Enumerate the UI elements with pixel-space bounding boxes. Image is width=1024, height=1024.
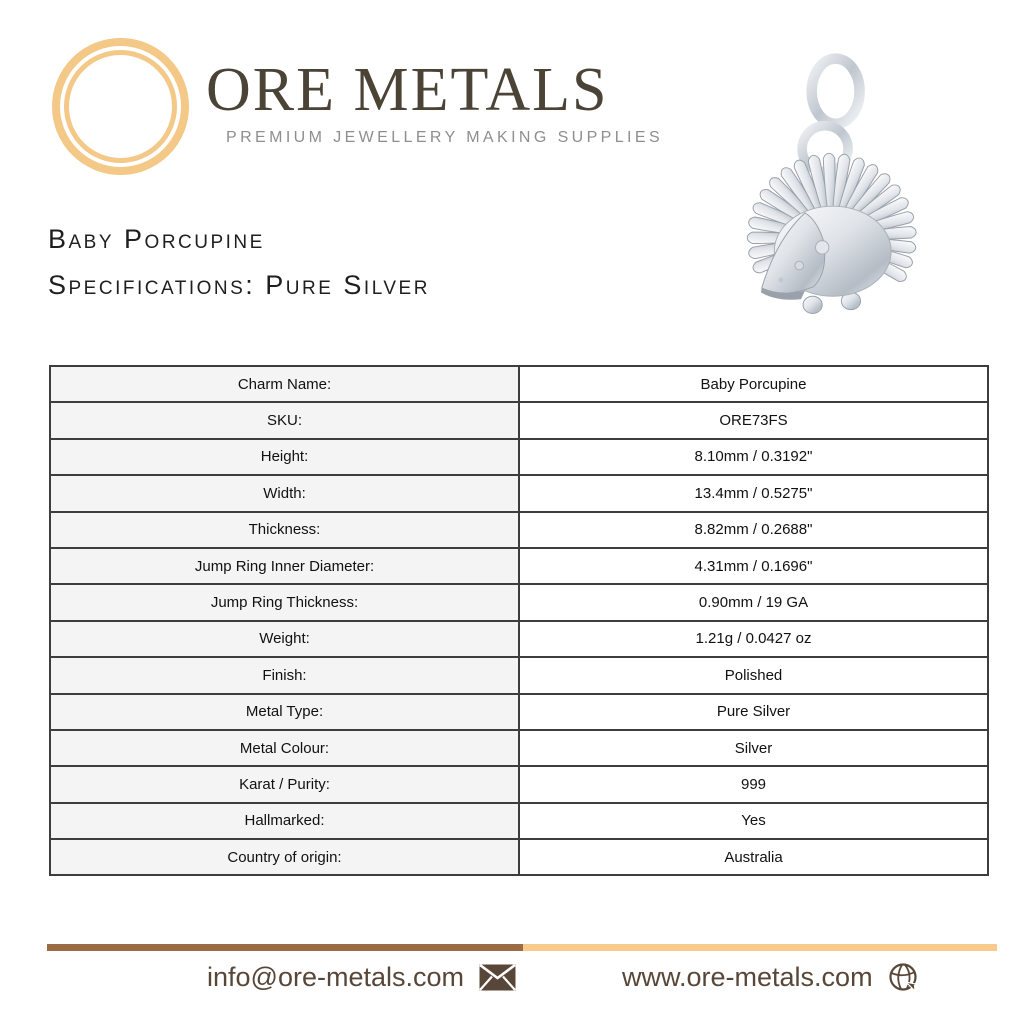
spec-row [50, 657, 988, 693]
product-image [736, 50, 918, 330]
spec-label: Width: [50, 475, 519, 511]
spec-row [50, 439, 988, 475]
spec-row [50, 766, 988, 802]
spec-row [50, 694, 988, 730]
email-text: info@ore-metals.com [207, 962, 464, 992]
brand-name: ORE METALS [206, 56, 609, 124]
porcupine-charm-icon [736, 50, 918, 325]
spec-value: 1.21g / 0.0427 oz [519, 621, 988, 657]
spec-label: Hallmarked: [50, 803, 519, 839]
website-text: www.ore-metals.com [622, 962, 873, 992]
product-subtitle: Specifications: Pure Silver [48, 270, 430, 300]
spec-label: Jump Ring Inner Diameter: [50, 548, 519, 584]
spec-value: Polished [519, 657, 988, 693]
spec-label: Height: [50, 439, 519, 475]
spec-row [50, 475, 988, 511]
spec-row [50, 366, 988, 402]
spec-value: 4.31mm / 0.1696" [519, 548, 988, 584]
brand-tagline: PREMIUM JEWELLERY MAKING SUPPLIES [226, 129, 664, 146]
footer-divider-left [47, 944, 523, 951]
footer-email-group [207, 962, 516, 993]
spec-label: Charm Name: [50, 366, 519, 402]
brand-ring-logo-inner [64, 50, 177, 163]
spec-row [50, 584, 988, 620]
spec-label: Metal Colour: [50, 730, 519, 766]
footer-divider [47, 944, 997, 951]
brand-block [206, 58, 686, 147]
spec-value: Yes [519, 803, 988, 839]
spec-value: 0.90mm / 19 GA [519, 584, 988, 620]
spec-label: Metal Type: [50, 694, 519, 730]
spec-value: Pure Silver [519, 694, 988, 730]
spec-value: 13.4mm / 0.5275" [519, 475, 988, 511]
spec-label: Karat / Purity: [50, 766, 519, 802]
spec-label: Jump Ring Thickness: [50, 584, 519, 620]
spec-label: Thickness: [50, 512, 519, 548]
spec-row [50, 839, 988, 875]
spec-row [50, 548, 988, 584]
spec-label: Country of origin: [50, 839, 519, 875]
spec-value: Silver [519, 730, 988, 766]
spec-row [50, 512, 988, 548]
spec-label: SKU: [50, 402, 519, 438]
spec-value: 8.82mm / 0.2688" [519, 512, 988, 548]
spec-value: Australia [519, 839, 988, 875]
spec-table-body [50, 366, 988, 875]
spec-row [50, 621, 988, 657]
footer-divider-right [523, 944, 997, 951]
spec-value: 8.10mm / 0.3192" [519, 439, 988, 475]
spec-label: Weight: [50, 621, 519, 657]
spec-label: Finish: [50, 657, 519, 693]
brand-ring-logo [52, 38, 189, 175]
spec-row [50, 402, 988, 438]
spec-value: 999 [519, 766, 988, 802]
footer-website-group [622, 962, 919, 993]
envelope-icon [479, 964, 516, 991]
spec-table [49, 365, 989, 876]
spec-value: ORE73FS [519, 402, 988, 438]
spec-row [50, 803, 988, 839]
spec-row [50, 730, 988, 766]
globe-icon [888, 962, 919, 993]
spec-value: Baby Porcupine [519, 366, 988, 402]
product-title: Baby Porcupine [48, 224, 265, 254]
